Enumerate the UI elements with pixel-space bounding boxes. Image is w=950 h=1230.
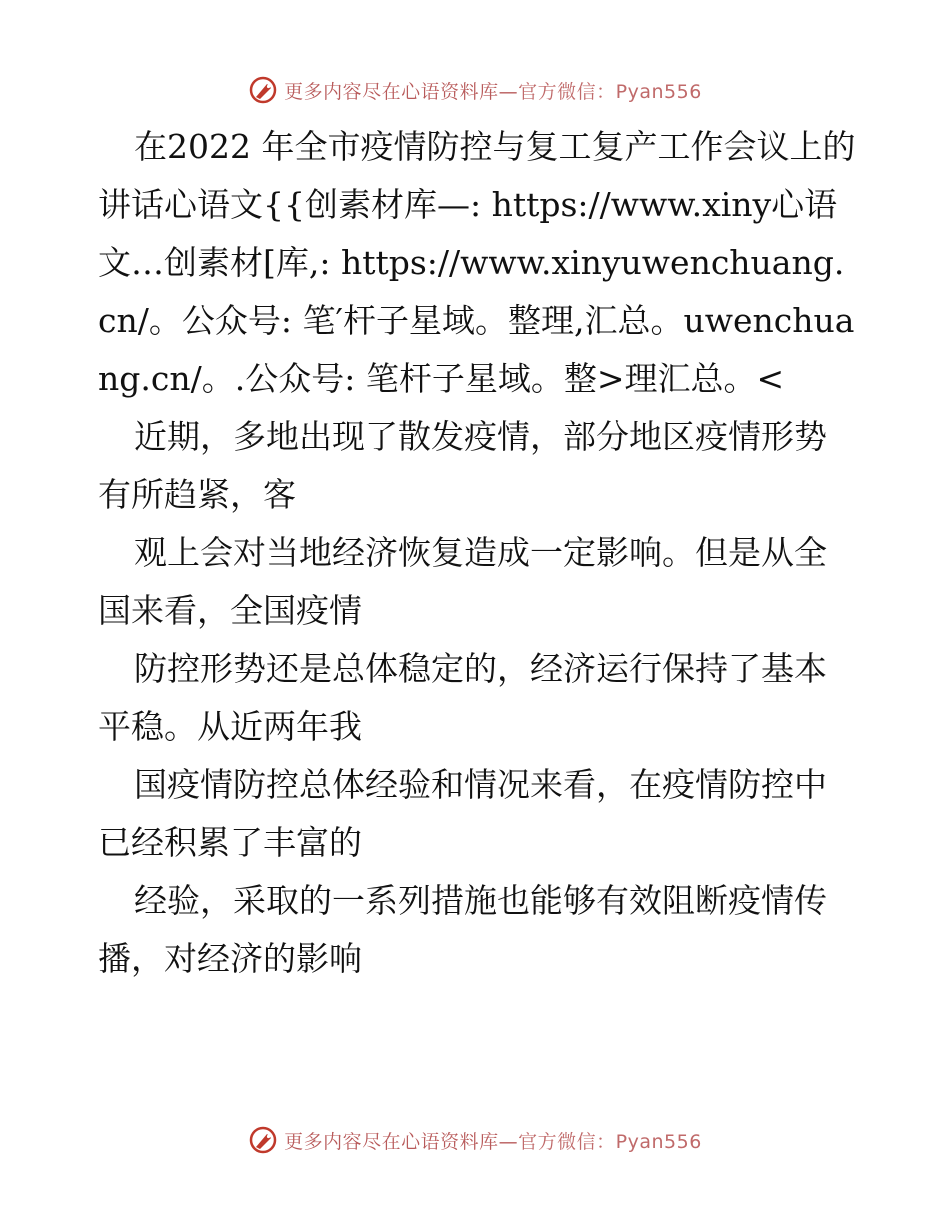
- header-promo: 更多内容尽在心语资料库: [284, 80, 499, 103]
- header-separator: —: [498, 80, 519, 103]
- header-banner: [0, 70, 950, 110]
- header-contact: 官方微信：Pyan556: [518, 80, 702, 103]
- footer-banner: [0, 1120, 950, 1160]
- footer-separator: —: [498, 1130, 519, 1153]
- footer-promo-text: [284, 1127, 702, 1154]
- paragraph-title: 在2022 年全市疫情防控与复工复产工作会议上的讲话心语文{{创素材库—: https://www.xiny心语文…创素材[库,: https://www.xinyuwenchuang.cn/。公众号: 笔′杆子星域。整理,汇总。uwenchuang.cn/。.公众号: 笔杆子星域。整>理汇总。<: [98, 127, 856, 398]
- paragraph: 防控形势还是总体稳定的，经济运行保持了基本平稳。从近两年我: [98, 649, 827, 746]
- pen-nib-logo-icon: [248, 1125, 278, 1155]
- paragraph: 近期，多地出现了散发疫情，部分地区疫情形势有所趋紧，客: [98, 417, 827, 514]
- document-body: [98, 118, 858, 988]
- header-promo-text: [284, 77, 702, 104]
- footer-promo: 更多内容尽在心语资料库: [284, 1130, 499, 1153]
- pen-nib-logo-icon: [248, 75, 278, 105]
- paragraph: 观上会对当地经济恢复造成一定影响。但是从全国来看，全国疫情: [98, 533, 827, 630]
- paragraph: 经验，采取的一系列措施也能够有效阻断疫情传播，对经济的影响: [98, 881, 827, 978]
- paragraph: 国疫情防控总体经验和情况来看，在疫情防控中已经积累了丰富的: [98, 765, 827, 862]
- footer-contact: 官方微信：Pyan556: [518, 1130, 702, 1153]
